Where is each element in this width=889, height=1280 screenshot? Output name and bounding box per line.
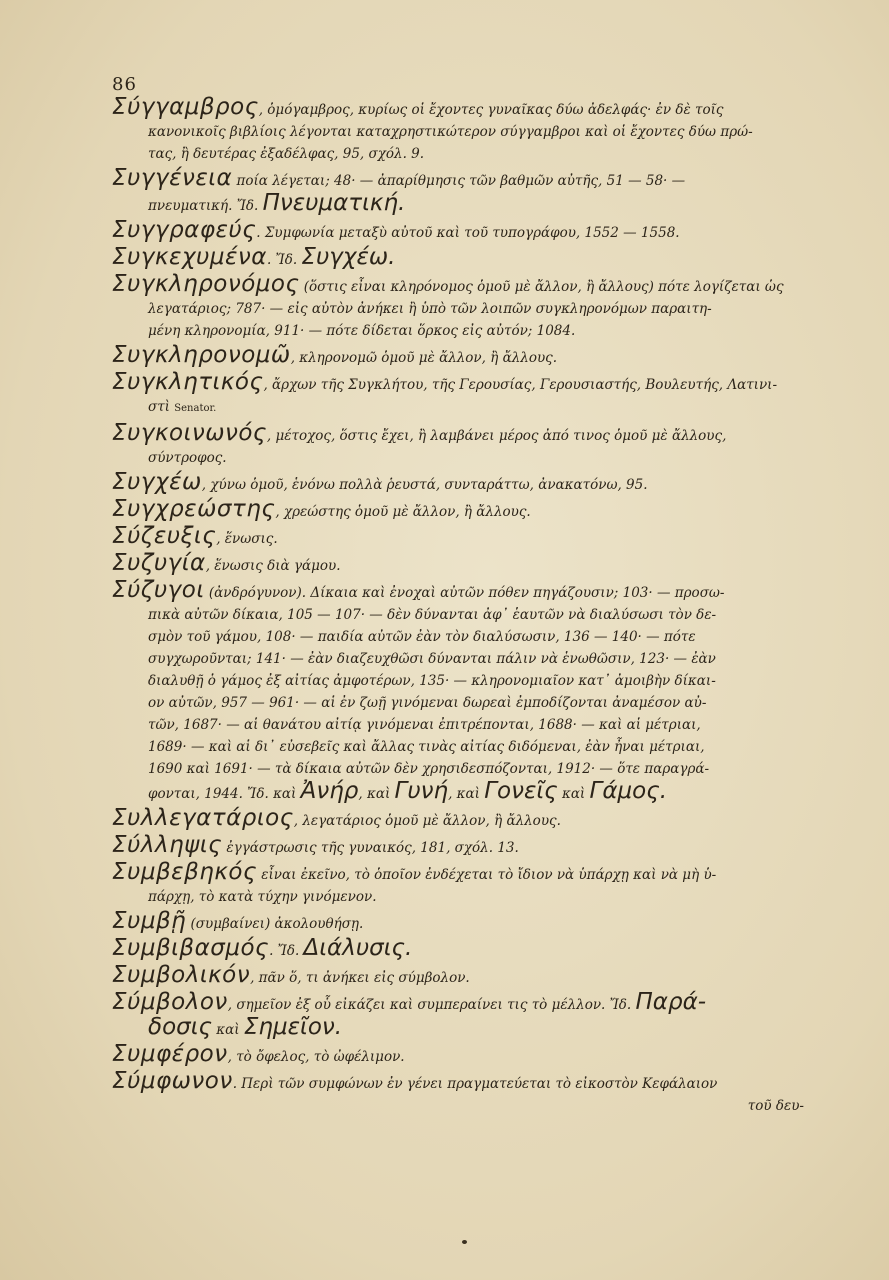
- cross-reference: Διάλυσις.: [303, 935, 413, 961]
- entry-text: φονται, 1944. Ἴδ. καὶ: [148, 786, 301, 802]
- entry-text: , χρεώστης ὁμοῦ μὲ ἄλλον, ἢ ἄλλους.: [275, 504, 531, 520]
- headword: Συγχέω: [112, 469, 202, 495]
- entry-text: τῶν, 1687· — αἱ θανάτου αἰτίᾳ γινόμεναι ἐπιτρέπονται, 1688· — καὶ αἱ μέτριαι,: [148, 717, 701, 733]
- index-entry: [112, 861, 812, 908]
- entry-text: [112, 1016, 812, 1041]
- entry-text: μένη κληρονομία, 911· — πότε δίδεται ὅρκος εἰς αὐτόν; 1084.: [148, 323, 576, 339]
- entry-text: , ἕνωσις.: [216, 531, 278, 547]
- index-entries: [112, 96, 812, 1119]
- index-entry: [112, 471, 812, 496]
- headword: Συμβεβηκός: [112, 859, 257, 885]
- entry-text: , ἄρχων τῆς Συγκλήτου, τῆς Γερουσίας, Γερουσιαστής, Βουλευτής, Λατινι-: [263, 377, 778, 393]
- index-entry: [112, 525, 812, 550]
- entry-text: , πᾶν ὅ, τι ἀνήκει εἰς σύμβολον.: [250, 970, 470, 986]
- entry-text: . Ἴδ.: [266, 252, 302, 268]
- entry-text: καὶ: [557, 786, 590, 802]
- cross-reference: Γάμος.: [589, 778, 668, 804]
- entry-text: τας, ἢ δευτέρας ἐξαδέλφας, 95, σχόλ. 9.: [148, 146, 425, 162]
- entry-text: [112, 780, 812, 805]
- entry-text: συγχωροῦνται; 141· — ἐὰν διαζευχθῶσι δύνανται πάλιν νὰ ἑνωθῶσιν, 123· — ἐὰν: [148, 651, 716, 667]
- cross-reference: Πνευματική.: [262, 190, 406, 216]
- index-entry: [112, 273, 812, 342]
- entry-text: εἶναι ἐκεῖνο, τὸ ὁποῖον ἐνδέχεται τὸ ἴδιον νὰ ὑπάρχῃ καὶ νὰ μὴ ὑ-: [256, 867, 717, 883]
- entry-text: καὶ: [212, 1022, 244, 1038]
- entry-text: , ὁμόγαμβρος, κυρίως οἱ ἔχοντες γυναῖκας δύω ἀδελφάς· ἐν δὲ τοῖς: [258, 102, 724, 118]
- entry-text: . Συμφωνία μεταξὺ αὐτοῦ καὶ τοῦ τυπογράφου, 1552 — 1558.: [256, 225, 680, 241]
- entry-text: , λεγατάριος ὁμοῦ μὲ ἄλλον, ἢ ἄλλους.: [293, 813, 561, 829]
- headword: Συγκληρονομῶ: [112, 342, 291, 368]
- index-entry: [112, 579, 812, 805]
- entry-text: ἐγγάστρωσις τῆς γυναικός, 181, σχόλ. 13.: [222, 840, 519, 856]
- headword: Σύζευξις: [112, 523, 217, 549]
- entry-text: λεγατάριος; 787· — εἰς αὐτὸν ἀνήκει ἢ ὑπὸ τῶν λοιπῶν συγκληρονόμων παραιτη-: [148, 301, 712, 317]
- page-number: 86: [112, 74, 137, 95]
- index-entry: [112, 167, 812, 217]
- entry-text: στὶ: [148, 399, 175, 415]
- entry-text: . Περὶ τῶν συμφώνων ἐν γένει πραγματεύεται τὸ εἰκοστὸν Κεφάλαιον: [232, 1076, 718, 1092]
- cross-reference: δοσις: [148, 1014, 213, 1040]
- entry-text: 1689· — καὶ αἱ δι᾽ εὐσεβεῖς καὶ ἄλλας τινὰς αἰτίας διδόμεναι, ἐὰν ἦναι μέτριαι,: [148, 739, 705, 755]
- headword: Συμβῇ: [112, 908, 187, 934]
- entry-text: πικὰ αὐτῶν δίκαια, 105 — 107· — δὲν δύνανται ἀφ᾽ ἑαυτῶν νὰ διαλύσωσι τὸν δε-: [148, 607, 717, 623]
- headword: Συμφέρον: [112, 1041, 228, 1067]
- headword: Συγκλητικός: [112, 369, 264, 395]
- index-entry: [112, 910, 812, 935]
- index-entry: [112, 344, 812, 369]
- entry-text: ποία λέγεται; 48· — ἀπαρίθμησις τῶν βαθμῶν αὐτῆς, 51 — 58· —: [232, 173, 686, 189]
- index-entry: [112, 219, 812, 244]
- cross-reference: Σημεῖον.: [243, 1014, 343, 1040]
- headword: Σύγγαμβρος: [112, 94, 259, 120]
- index-entry: [112, 807, 812, 832]
- headword: Συγκοινωνός: [112, 420, 267, 446]
- index-entry: [112, 1070, 812, 1117]
- headword: Συμβολικόν: [112, 962, 251, 988]
- headword: Συμβιβασμός: [112, 935, 270, 961]
- headword: Συγκληρονόμος: [112, 271, 300, 297]
- index-entry: [112, 96, 812, 165]
- ink-speck: [462, 1240, 467, 1244]
- index-entry: [112, 964, 812, 989]
- entry-text: , κληρονομῶ ὁμοῦ μὲ ἄλλον, ἢ ἄλλους.: [290, 350, 558, 366]
- index-entry: [112, 1043, 812, 1068]
- entry-text: πάρχῃ, τὸ κατὰ τύχην γινόμενον.: [148, 889, 377, 905]
- headword: Συλλεγατάριος: [112, 805, 294, 831]
- headword: Σύλληψις: [112, 832, 223, 858]
- cross-reference: Γυνή: [394, 778, 449, 804]
- entry-text: διαλυθῇ ὁ γάμος ἐξ αἰτίας ἀμφοτέρων, 135· — κληρονομιαῖον κατ᾽ ἀμοιβὴν δίκαι-: [148, 673, 716, 689]
- entry-text: , καὶ: [448, 786, 485, 802]
- index-entry: [112, 834, 812, 859]
- entry-text: [112, 396, 812, 420]
- cross-reference: Συγχέω.: [301, 244, 396, 270]
- entry-text: 1690 καὶ 1691· — τὰ δίκαια αὐτῶν δὲν χρησιδεσπόζονται, 1912· — ὅτε παραγρά-: [148, 761, 710, 777]
- entry-text: (ἀνδρόγυνον). Δίκαια καὶ ἐνοχαὶ αὐτῶν πόθεν πηγάζουσιν; 103· — προσω-: [204, 585, 725, 601]
- headword: Σύζυγοι: [112, 577, 205, 603]
- entry-text: , ἕνωσις διὰ γάμου.: [205, 558, 341, 574]
- headword: Σύμβολον: [112, 989, 228, 1015]
- entry-text: , σημεῖον ἐξ οὗ εἰκάζει καὶ συμπεραίνει τις τὸ μέλλον. Ἴδ.: [227, 997, 636, 1013]
- latin-term: Senator.: [174, 403, 217, 414]
- entry-text: , μέτοχος, ὅστις ἔχει, ἢ λαμβάνει μέρος ἀπό τινος ὁμοῦ μὲ ἄλλους,: [266, 428, 727, 444]
- entry-text: (συμβαίνει) ἀκολουθήσῃ.: [186, 916, 364, 932]
- entry-text: , τὸ ὄφελος, τὸ ὠφέλιμον.: [227, 1049, 405, 1065]
- headword: Συγγένεια: [112, 165, 233, 191]
- index-entry: [112, 991, 812, 1041]
- index-entry: [112, 371, 812, 420]
- entry-text: σύντροφος.: [148, 450, 227, 466]
- entry-text: ον αὐτῶν, 957 — 961· — αἱ ἐν ζωῇ γινόμεναι δωρεαὶ ἐμποδίζονται ἀναμέσον αὐ-: [148, 695, 707, 711]
- cross-reference: Παρά-: [635, 989, 707, 1015]
- entry-text: . Ἴδ.: [269, 943, 304, 959]
- index-entry: [112, 552, 812, 577]
- entry-text: (ὅστις εἶναι κληρόνομος ὁμοῦ μὲ ἄλλον, ἢ ἄλλους) πότε λογίζεται ὡς: [299, 279, 784, 295]
- entry-text: σμὸν τοῦ γάμου, 108· — παιδία αὐτῶν ἐὰν τὸν διαλύσωσιν, 136 — 140· — πότε: [148, 629, 696, 645]
- entry-text: πνευματική. Ἴδ.: [148, 198, 263, 214]
- headword: Σύμφωνον: [112, 1068, 233, 1094]
- headword: Συγχρεώστης: [112, 496, 276, 522]
- entry-text: , χύνω ὁμοῦ, ἑνόνω πολλὰ ῥευστά, συνταράττω, ἀνακατόνω, 95.: [201, 477, 648, 493]
- headword: Συγγραφεύς: [112, 217, 257, 243]
- index-entry: [112, 246, 812, 271]
- index-entry: [112, 422, 812, 469]
- index-entry: [112, 937, 812, 962]
- index-entry: [112, 498, 812, 523]
- entry-text: τοῦ δευ-: [747, 1098, 804, 1114]
- cross-reference: Γονεῖς: [484, 778, 558, 804]
- entry-text: κανονικοῖς βιβλίοις λέγονται καταχρηστικώτερον σύγγαμβροι καὶ οἱ ἔχοντες δύω πρώ-: [148, 124, 753, 140]
- entry-text: [112, 192, 812, 217]
- headword: Συζυγία: [112, 550, 206, 576]
- headword: Συγκεχυμένα: [112, 244, 267, 270]
- cross-reference: Ἀνήρ: [300, 778, 359, 804]
- entry-text: , καὶ: [358, 786, 395, 802]
